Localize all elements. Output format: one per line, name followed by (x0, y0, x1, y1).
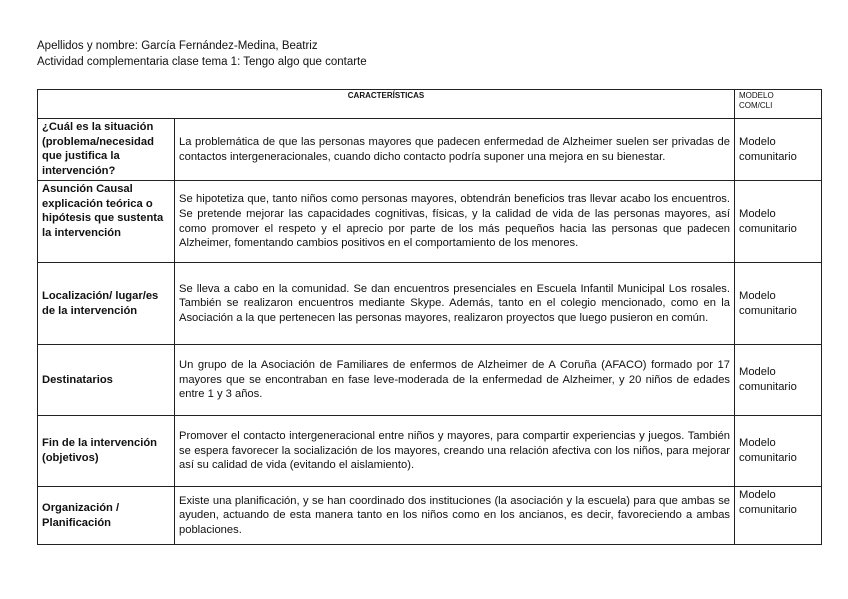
row-label: Destinatarios (38, 345, 175, 416)
row-model: Modelo comunitario (735, 487, 822, 545)
row-description: Se hipotetiza que, tanto niños como personas mayores, obtendrán beneficios tras llevar acabo los encuentros. Se pretende mejorar las capacidades cognitivas, físicas, y la calidad de vida de las personas mayores, así como promover el respeto y el aprecio por parte de los más pequeños hacia las personas que padecen Alzheimer, fomentando cambios positivos en el comportamiento de los menores. (175, 181, 735, 263)
row-label: Asunción Causal explicación teórica o hipótesis que sustenta la intervención (38, 181, 175, 263)
model-header-line2: COM/CLI (739, 101, 773, 110)
row-description: Existe una planificación, y se han coordinado dos instituciones (la asociación y la escuela) para que ambas se ayuden, actuando de esta manera tanto en los niños como en los ancianos, es decir, favoreciendo a ambas poblaciones. (175, 487, 735, 545)
row-label: Localización/ lugar/es de la intervención (38, 263, 175, 345)
table-row (38, 487, 822, 545)
document-header (37, 38, 367, 70)
row-description: Se lleva a cabo en la comunidad. Se dan encuentros presenciales en Escuela Infantil Municipal Los rosales. También se realizaron encuentros mediante Skype. Además, tanto en el colegio mencionado, como en la Asociación a la que pertenecen las personas mayores, realizaron proyectos que luego pusieron en común. (175, 263, 735, 345)
row-description: La problemática de que las personas mayores que padecen enfermedad de Alzheimer suelen ser privadas de contactos intergeneracionales, cuando dicho contacto podría suponer una mejora en su bienestar. (175, 119, 735, 181)
characteristics-header: CARACTERÍSTICAS (38, 90, 735, 119)
model-header-line1: MODELO (739, 91, 774, 100)
row-label: Fin de la intervención (objetivos) (38, 416, 175, 487)
row-model: Modelo comunitario (735, 181, 822, 263)
row-description: Promover el contacto intergeneracional entre niños y mayores, para compartir experiencias y juegos. También se espera favorecer la socialización de los mayores, creando una relación afectiva con los niños, para mejorar así su calidad de vida (evitando el aislamiento). (175, 416, 735, 487)
table-row (38, 416, 822, 487)
characteristics-table (37, 89, 822, 545)
table-row (38, 345, 822, 416)
row-model: Modelo comunitario (735, 416, 822, 487)
activity-line: Actividad complementaria clase tema 1: Tengo algo que contarte (37, 56, 367, 68)
table-row (38, 263, 822, 345)
author-line: Apellidos y nombre: García Fernández-Medina, Beatriz (37, 40, 318, 52)
row-model: Modelo comunitario (735, 345, 822, 416)
row-label: ¿Cuál es la situación (problema/necesidad que justifica la intervención? (38, 119, 175, 181)
model-header (735, 90, 822, 119)
table-row (38, 119, 822, 181)
table-header-row (38, 90, 822, 119)
row-label: Organización / Planificación (38, 487, 175, 545)
row-model: Modelo comunitario (735, 119, 822, 181)
row-description: Un grupo de la Asociación de Familiares de enfermos de Alzheimer de A Coruña (AFACO) formado por 17 mayores que se encontraban en fase leve-moderada de la enfermedad de Alzheimer, y 20 niños de edades entre 1 y 3 años. (175, 345, 735, 416)
table-row (38, 181, 822, 263)
row-model: Modelo comunitario (735, 263, 822, 345)
